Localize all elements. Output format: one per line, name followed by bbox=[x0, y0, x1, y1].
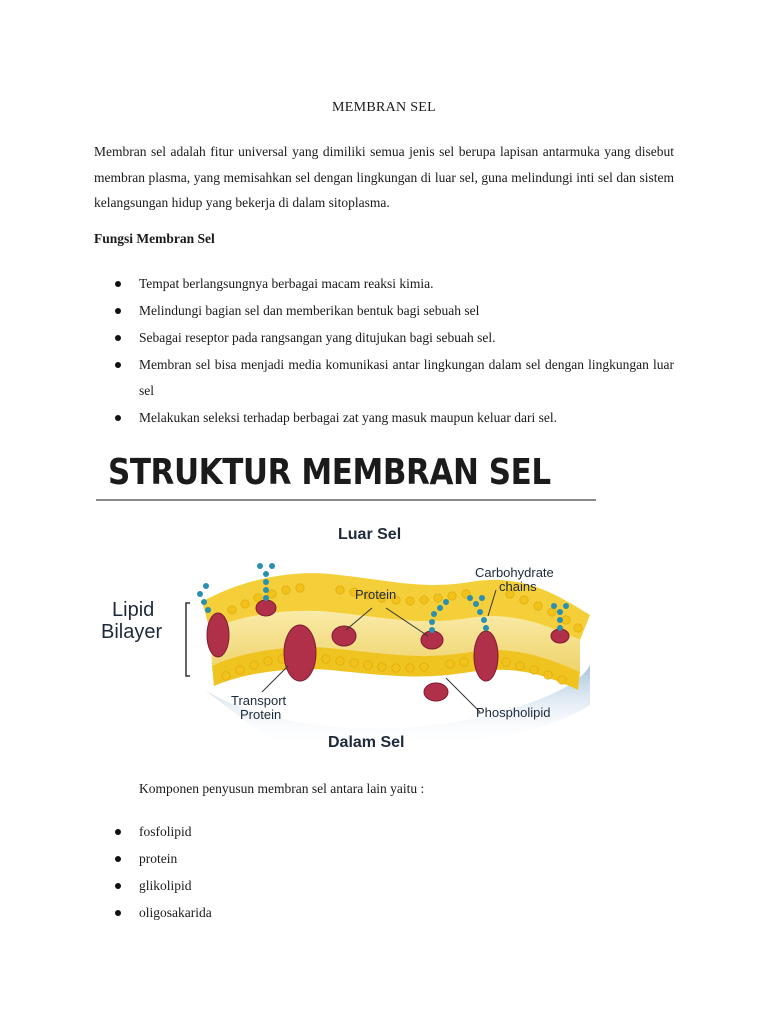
transport-protein bbox=[284, 625, 316, 681]
outside-cell-label: Luar Sel bbox=[338, 526, 402, 543]
page-title: MEMBRAN SEL bbox=[331, 100, 437, 115]
transport-label-line1: Transport bbox=[231, 693, 287, 708]
protein-top-left bbox=[256, 600, 276, 616]
components-list bbox=[94, 819, 674, 927]
inside-cell-label: Dalam Sel bbox=[328, 734, 405, 751]
protein-bottom bbox=[424, 683, 448, 701]
components-intro: Komponen penyusun membran sel antara lain yaitu : bbox=[139, 781, 425, 796]
component-item: protein bbox=[94, 846, 674, 872]
protein-right bbox=[474, 631, 498, 681]
component-item: glikolipid bbox=[94, 873, 674, 899]
membrane-figure bbox=[90, 440, 610, 760]
function-list bbox=[94, 271, 674, 432]
carbohydrate-label-line2: chains bbox=[499, 579, 537, 594]
protein-middle bbox=[332, 626, 356, 646]
component-item: oligosakarida bbox=[94, 900, 674, 926]
lipid-label-line1: Lipid bbox=[112, 599, 155, 621]
transport-label-line2: Protein bbox=[240, 707, 282, 722]
component-item: fosfolipid bbox=[94, 819, 674, 845]
function-item: Tempat berlangsungnya berbagai macam reaksi kimia. bbox=[94, 271, 674, 297]
function-heading: Fungsi Membran Sel bbox=[94, 231, 215, 246]
function-item: Membran sel bisa menjadi media komunikasi antar lingkungan dalam sel dengan lingkungan luar sel bbox=[94, 352, 674, 404]
carbohydrate-label-line1: Carbohydrate bbox=[475, 565, 554, 580]
function-item: Melindungi bagian sel dan memberikan bentuk bagi sebuah sel bbox=[94, 298, 674, 324]
phospholipid-label: Phospholipid bbox=[476, 705, 551, 720]
function-item: Sebagai reseptor pada rangsangan yang ditujukan bagi sebuah sel. bbox=[94, 325, 674, 351]
intro-paragraph: Membran sel adalah fitur universal yang dimiliki semua jenis sel berupa lapisan antarmuka yang disebut membran plasma, yang memisahkan sel dengan lingkungan di luar sel, guna melindungi inti sel dan sistem kelangsungan hidup yang bekerja di dalam sitoplasma. bbox=[94, 144, 674, 210]
lipid-bracket bbox=[186, 603, 190, 676]
lipid-label-line2: Bilayer bbox=[101, 621, 163, 643]
protein-label: Protein bbox=[355, 587, 397, 602]
protein-far-right bbox=[551, 629, 569, 643]
figure-title: STRUKTUR MEMBRAN SEL bbox=[108, 452, 551, 493]
protein-left bbox=[207, 613, 229, 657]
function-item: Melakukan seleksi terhadap berbagai zat yang masuk maupun keluar dari sel. bbox=[94, 405, 674, 431]
